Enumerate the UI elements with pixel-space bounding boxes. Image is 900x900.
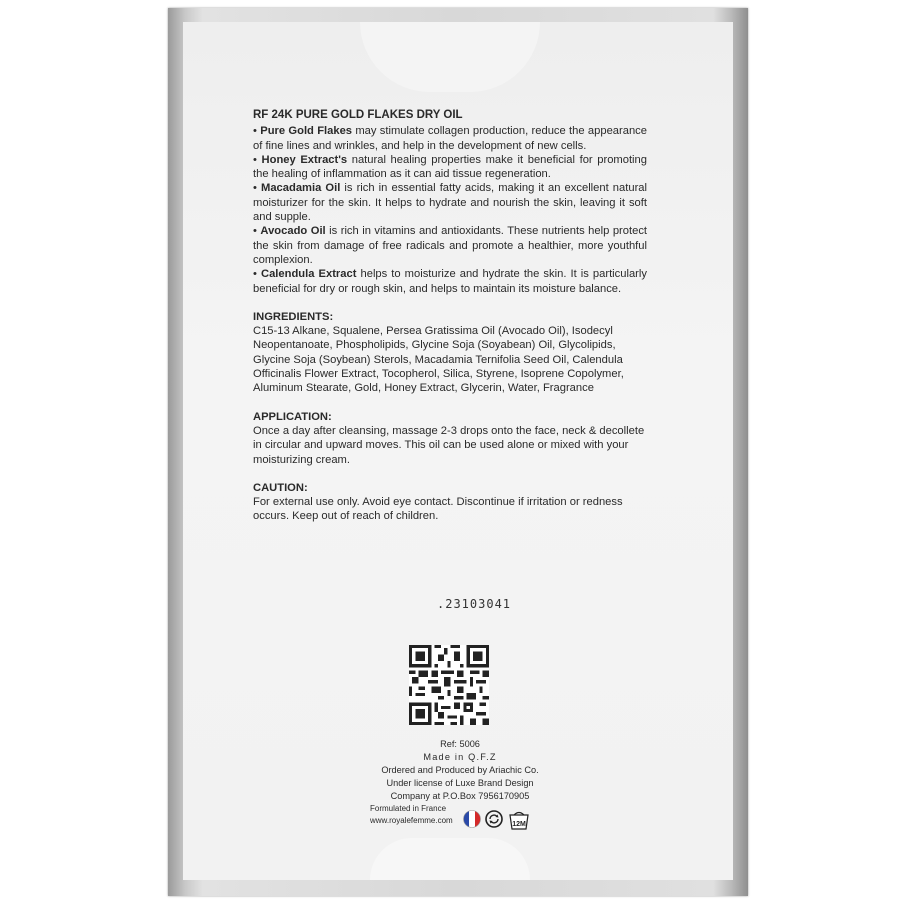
made-in: Made in Q.F.Z: [423, 752, 497, 762]
product-title: RF 24K PURE GOLD FLAKES DRY OIL: [253, 109, 463, 121]
bottom-seal-mark: [370, 838, 530, 880]
application-heading: APPLICATION:: [253, 410, 332, 423]
license-line: Under license of Luxe Brand Design: [386, 778, 534, 788]
producer-line: Ordered and Produced by Ariachic Co.: [381, 765, 539, 775]
benefit-calendula: [253, 267, 647, 296]
benefit-name: Pure Gold Flakes: [260, 125, 353, 138]
caution-heading: CAUTION:: [253, 481, 308, 494]
benefit-text: natural healing properties make it beneficial for promoting the healing of inflammation as it can aid tissue regeneration.: [253, 153, 647, 181]
bullet: •: [253, 225, 257, 238]
website-link[interactable]: www.royalefemme.com: [370, 816, 453, 825]
caution-text: For external use only. Avoid eye contact. Discontinue if irritation or redness occurs. Keep out of reach of children.: [253, 496, 623, 523]
benefit-name: Avocado Oil: [260, 225, 326, 238]
bullet: •: [253, 268, 257, 281]
ingredients-heading: INGREDIENTS:: [253, 310, 334, 323]
application-text: Once a day after cleansing, massage 2-3 drops onto the face, neck & decollete in circular and upward moves. This oil can be used alone or mixed with your moisturizing cream.: [253, 424, 645, 466]
benefit-macadamia: [253, 181, 647, 224]
bullet: •: [253, 125, 257, 138]
benefit-text: helps to moisturize and hydrate the skin. It is particularly beneficial for dry or rough skin, and helps to maintain its moisture balance.: [253, 268, 647, 295]
benefit-name: Macadamia Oil: [261, 182, 341, 195]
pao-label: 12M: [512, 821, 526, 828]
benefit-text: is rich in vitamins and antioxidants. These nutrients help protect the skin from damage of free radicals and promote a healthier, more youthful complexion.: [253, 225, 648, 266]
recycle-icon: [485, 810, 503, 828]
benefit-text: may stimulate collagen production, reduce the appearance of fine lines and wrinkles, and help in the development of new cells.: [253, 125, 647, 152]
benefit-name: Honey Extract's: [261, 153, 348, 166]
label-content: [253, 108, 647, 524]
benefit-avocado: [253, 224, 647, 267]
qr-code-icon[interactable]: [409, 645, 489, 725]
ingredients-text: C15-13 Alkane, Squalene, Persea Gratissima Oil (Avocado Oil), Isodecyl Neopentanoate, Phospholipids, Glycine Soja (Soyabean) Oil, Glycolipids, Glycine Soja (Soybean) Sterols, Macadamia Ternifolia Seed Oil, Calendula Officinalis Flower Extract, Tocopherol, Silica, Styrene, Isoprene Copolymer, Aluminum Stearate, Gold, Honey Extract, Glycerin, Water, Fragrance: [253, 325, 624, 395]
benefit-gold: [253, 124, 647, 153]
bullet: •: [253, 182, 257, 195]
formulated-in: Formulated in France: [370, 804, 447, 813]
reference-number: Ref: 5006: [440, 739, 480, 749]
batch-code: .23103041: [437, 597, 512, 611]
footer-badges: [370, 806, 540, 834]
pao-12m-icon: [507, 809, 531, 831]
company-address: Company at P.O.Box 7956170905: [390, 791, 530, 801]
benefit-name: Calendula Extract: [260, 268, 357, 281]
manufacturer-info: [300, 738, 620, 803]
benefit-honey: [253, 153, 647, 182]
benefit-text: is rich in essential fatty acids, making it an excellent natural moisturizer for the skin. It helps to hydrate and nourish the skin, leaving it soft and supple.: [253, 182, 648, 224]
bullet: •: [253, 153, 257, 166]
france-flag-icon: [463, 810, 481, 828]
